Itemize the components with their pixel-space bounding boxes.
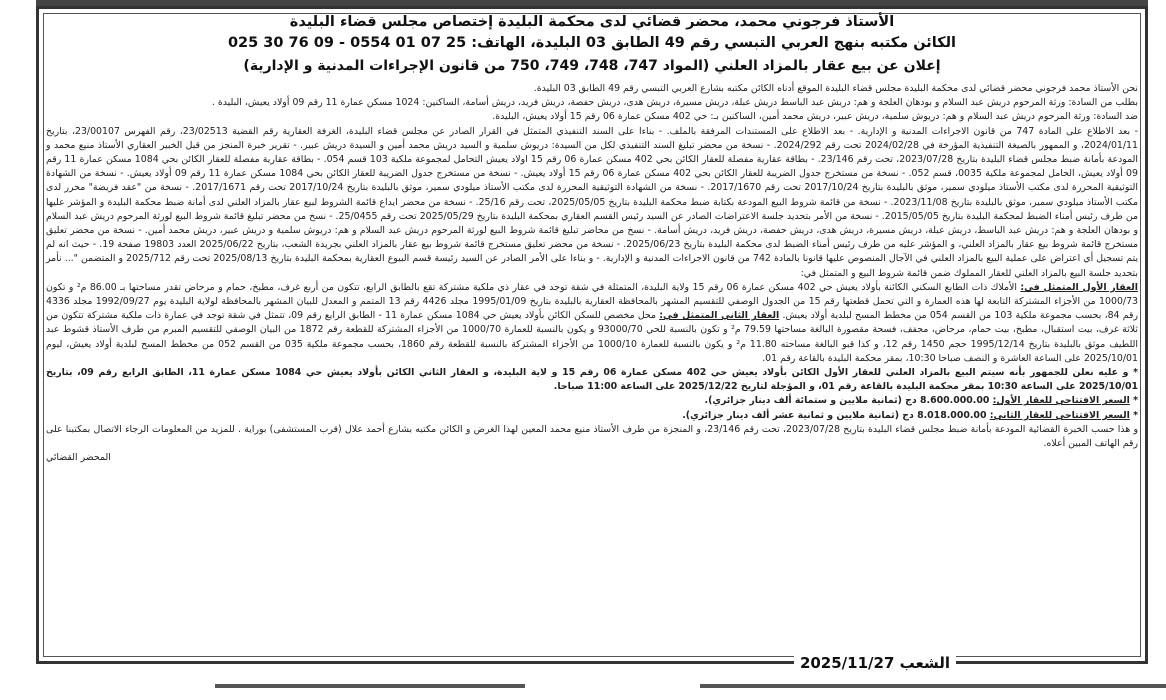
intro-paragraph: نحن الأستاذ محمد فرجوني محضر قضائي لدى محكمة البليدة مجلس قضاء البليدة الموقع أدناه الكائن مكتبه بشارع العربي التبسي رقم 49 الطابق 03 البليدة. — [533, 83, 1138, 94]
documents-paragraph: - بعد الاطلاع على المادة 747 من قانون الاجراءات المدنية و الإدارية. - بعد الاطلاع على المستندات المرفقة بالملف. - بناءا على السند التنفيذي المتمثل في القرار الصادر عن مجلس قضاء البليدة، الغرفة العقارية رقم القضية 23/02513، رقم الفهرس 23/00107، بتاريخ 2024/01/11، و الممهور بالصيغة التنفيذية المؤرخة في 2024/02/28 تحت رقم 2024/292. - نسخة من محضر تبليغ السند التنفيذي لكل من السيدة: دريوش سلمية و السيد دريش محمد أمين و السيدة دريش عبير. - تقرير خبرة المنجز من قبل الخبير العقاري الأستاذ منيع محمد و المودعة بأمانة ضبط مجلس قضاء البليدة بتاريخ 2023/07/28، تحت رقم 23/146. - بطاقة عقارية مفصلة للعقار الكائن بحي 402 مسكن عمارة 06 رقم 15 اولاد يعيش التحامل لمجموعة ملكية 103 قسم 054. - بطاقة عقارية مفصلة للعقار الكائن بحي 1084 مسكن عمارة 11 رقم 09 أولاد يعيش، الحامل لمجموعة ملكية 0035، قسم 052. - نسخة من مستخرج جدول الضريبة للعقار الكائن بحي 402 مسكن عمارة 06 رقم 15 أولاد يعيش. - نسخة من مستخرج جدول الضريبة للعقار الكائن بحي 1084 مسكن عمارة 11 رقم 09 أولاد يعيش. - نسخة من الشهادة التوثيقية المحررة لدى مكتب الأستاذ ميلودي سمير، موثق بالبليدة بتاريخ 2017/10/24 تحت رقم 2017/1670. - نسخة من الشهادة التوثيقية المحررة لدى مكتب الأستاذ ميلودي سمير، موثق بالبليدة بتاريخ 2017/10/24 تحت رقم 2017/1671. - نسخة من "عقد فريضة" محرر لدى مكتب الأستاذ ميلودي سمير، موثق بالبليدة بتاريخ 2023/11/08. - نسخة من قائمة شروط البيع المودعة بكتابة ضبط محكمة البليدة بتاريخ 2025/05/05، تحت رقم 25/16. - نسخة من محضر ايداع قائمة الشروط لبيع عقار بالمزاد العلني لدى أمانة ضبط محكمة البليدة و المؤشر عليها من طرف رئيس أمناء الضبط لمحكمة البليدة بتاريخ 2015/05/05. - نسخة من الأمر بتحديد جلسة الاعتراضات الصادر عن السيد رئيس القسم العقاري بمحكمة البليدة بتاريخ 2025/05/29 تحت رقم 25/0455. - نسخ من محضر تبليغ قائمة شروط البيع لورثة المرحوم دريش عبد السلام و بودهان العلجة و هم: دريش عبد الباسط، دريش عبلة، دريش مسيرة، دريش هدى، دريش حفصة، دريش فريد، دريش أسامة. - نسخ من محاضر تبليغ قائمة شروط البيع لورثة المرحوم دريش عبد السلام و هم: دريوش سلمية و دريش عبير، دريش محمد أمين. - نسخة من محضر تعليق مستخرج قائمة شروط بيع عقار بالمزاد العلني، و المؤشر عليه من طرف رئيس أمناء الضبط لدى محكمة البليدة بتاريخ 2025/06/23. - نسخة من محضر تعليق مستخرج قائمة شروط بيع عقار بالمزاد العلني بجريدة الشعب، بتاريخ 2025/06/22 العدد 19803 صفحة 19. - حيث انه لم يتم تسجيل أي اعتراض على عملية البيع بالمزاد العلني في الآجال المنصوص عليها قانونا بالمادة 742 من قانون الاجراءات المدنية و الإدارية. - و بناءا على الأمر الصادر عن السيد رئيسة قسم البيوع العقارية بمحكمة البليدة بتاريخ 2025/08/13 تحت رقم 2025/712 و المتضمن "... نأمر بتحديد جلسة البيع بالمزاد العلني للعقار المملوك ضمن قائمة شروط البيع و المتمثل في: — [46, 125, 1139, 279]
adjacent-ad-border-right — [700, 684, 1166, 688]
respondents-paragraph: ضد السادة: ورثة المرحوم دريش عبد السلام و هم: دريوش سلمية، دريش عبير، دريش محمد أمين، الساكنين بـ: حي 402 مسكن عمارة 06 رقم 15 أولاد يعيش، البليدة. — [492, 111, 1138, 123]
auction-title: إعلان عن بيع عقار بالمزاد العلني (المواد 747، 748، 749، 750 من قانون الإجراءات المدنية و الإدارية) — [243, 58, 941, 74]
announcement-paragraph: * و عليه نعلن للجمهور بأنه سيتم البيع بالمزاد العلني للعقار الأول الكائن بأولاد يعيش حي 402 مسكن عمارة 06 رقم 15 و لاية البليدة، و العقار الثاني الكائن بأولاد يعيش حي 1084 مسكن عمارة 11، الطابق الرابع رقم 09، بتاريخ 2025/10/01 على الساعة 10:30 بمقر محكمة البليدة بالقاعة رقم 01، و المؤجلة لتاريخ 2025/12/22 على الساعة 11:00 صباحا. — [46, 367, 1138, 393]
adjacent-ad-border-left — [215, 684, 525, 688]
bailiff-heading: الأستاذ فرجوني محمد، محضر قضائي لدى محكمة البليدة إختصاص مجلس قضاء البليدة — [289, 14, 895, 30]
lot1-label: العقار الأول المتمثل في: — [1020, 281, 1138, 293]
price2-label: السعر الافتتاحي للعقار الثاني: — [989, 409, 1130, 421]
notice-body — [46, 82, 1138, 465]
lot2-text: محل مخصص للسكن الكائن بأولاد يعيش حي 1084 مسكن عمارة 11 - الطابق الرابع رقم 09، تتمثل في شقة توجد في عمارة ذات ملكية مشتركة تتكون من ثلاثة غرف، بيت استقبال، مطبخ، بيت حمام، مرحاض، مجفف، فسحة مقصورة البالغة مساحتها 79.59 م² و تكون بالنسبة للحي 93000/70 و يكون بالنسبة للعمارة 1000/70 من الأجزاء المشتركة للقطعة رقم 1872 من البيان الوصفي للتقسيم المبرم من طرف الأستاذ قشوط عبد اللطيف موثق بالبليدة بتاريخ 1995/12/14 حجم 1450 رقم 12، و كذا قبو البالغة مساحته 11.80 م² و يكون بالنسبة للعمارة 1000/10 من الأجزاء المشتركة بالنسبة للقطعة رقم 1860، بحسب مجموعة ملكية 035 من القسم 052 من مخطط المسح لبلدية أولاد يعيش، ليوم 2025/10/01 على الساعة العاشرة و النصف صباحا 10:30، بمقر محكمة البليدة بالقاعة رقم 01. — [46, 310, 1139, 364]
petitioners-paragraph: بطلب من السادة: ورثة المرحوم دريش عبد السلام و بودهان العلجة و هم: دريش عبد الباسط دريش عبلة، دريش مسيرة، دريش هدى، دريش حفصة، دريش فريد، دريش أسامة، الساكنين: 1024 مسكن عمارة 11 رقم 09 أولاد يعيش، البليدة . — [211, 97, 1138, 109]
price1-label: السعر الافتتاحي للعقار الأول: — [992, 395, 1130, 407]
price-lot1: * السعر الافتتاحي للعقار الأول: 8.600.000.00 دج (ثمانية ملايين و ستمائة ألف دينار جزائري). — [704, 395, 1138, 407]
lots-paragraph — [46, 281, 1138, 366]
price2-value: 8.018.000.00 دج (ثمانية ملايين و ثمانية عشر ألف دينار جزائري). — [682, 409, 990, 421]
lot2-label: العقار الثاني المتمثل في: — [659, 310, 780, 322]
signature: المحضر القضائي — [46, 452, 111, 464]
office-address: الكائن مكتبه بنهج العربي التبسي رقم 49 الطابق 03 البليدة، الهاتف: 25 07 01 0554 - 09 76 30 025 — [227, 35, 957, 51]
notice-content — [46, 12, 1138, 622]
newspaper-date: الشعب 2025/11/27 — [794, 654, 956, 694]
lot1-text: الأملاك ذات الطابع السكني الكائنة بأولاد يعيش حي 402 مسكن عمارة 06 رقم 15 ولاية البليدة، المتمثلة في شقة توجد في عقار ذي ملكية مشتركة تقع بالطابق الرابع، تتكون من أربع غرف، مطبخ، حمام و مرحاض تقدر مساحتها بـ 86.00 م² و تكون 1000/73 من الأجزاء المشتركة التابعة لها هذه العمارة و التي تحمل قطعتها رقم 15 من الجدول الوصفي للتقسيم المشهر بالمحافظة العقارية بالبليدة بتاريخ 1995/01/09 مجلد 4426 رقم 13 المتمم و المعدل للبيان المشهر بالمحافظة لولاية البليدة يوم 1992/09/27 مجلد 4336 رقم 84، بحسب مجموعة ملكية 103 من القسم 054 من مخطط المسح لبلدية أولاد يعيش. — [46, 281, 1139, 322]
price-lot2: * السعر الافتتاحي للعقار الثاني: 8.018.000.00 دج (ثمانية ملايين و ثمانية عشر ألف دينار جزائري). — [682, 409, 1138, 421]
closing-paragraph: و هذا حسب الخبرة القضائية المودعة بأمانة ضبط مجلس قضاء البليدة بتاريخ 2023/07/28، تحت رقم 23/146، و المنجزة من طرف الأستاذ منيع محمد المعين لهذا الغرض و الكائن مكتبه بشارع أحمد علال (قرب المستشفى) بوراية . للمزيد من المعلومات الرجاء الاتصال بمكتبنا على رقم الهاتف المبين أعلاه. — [46, 423, 1138, 450]
price1-value: 8.600.000.00 دج (ثمانية ملايين و ستمائة ألف دينار جزائري). — [704, 395, 993, 407]
